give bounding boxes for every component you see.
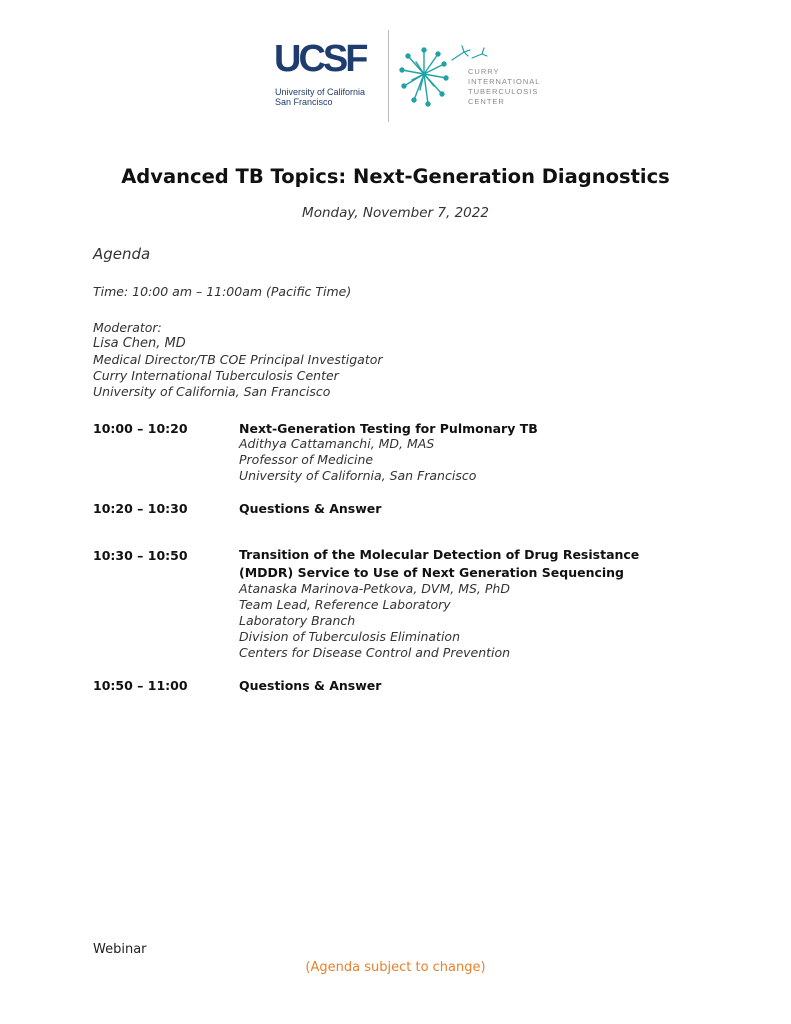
- event-date: Monday, November 7, 2022: [302, 205, 489, 221]
- moderator-institution: University of California, San Francisco: [93, 384, 331, 399]
- logo-divider: [388, 30, 389, 122]
- ucsf-logo-line2: San Francisco: [275, 97, 333, 107]
- slot-time: 10:20 – 10:30: [93, 501, 188, 516]
- curry-logo-line: CENTER: [468, 97, 505, 106]
- curry-logo-line: INTERNATIONAL: [468, 77, 541, 86]
- footer-label: Webinar: [93, 942, 147, 957]
- slot-title: [239, 546, 639, 582]
- event-time: Time: 10:00 am – 11:00am (Pacific Time): [93, 284, 352, 299]
- slot-time: 10:30 – 10:50: [93, 548, 188, 563]
- speaker-affiliation: Division of Tuberculosis Elimination: [239, 629, 460, 644]
- page-title: Advanced TB Topics: Next-Generation Diagnostics: [121, 165, 670, 188]
- speaker-affiliation: Laboratory Branch: [239, 613, 356, 628]
- agenda-change-note: (Agenda subject to change): [305, 960, 486, 975]
- speaker-name: Atanaska Marinova-Petkova, DVM, MS, PhD: [239, 581, 510, 596]
- ucsf-logo-line1: University of California: [275, 87, 366, 97]
- slot-title-line: (MDDR) Service to Use of Next Generation Sequencing: [239, 565, 625, 580]
- slot-details: [239, 436, 476, 484]
- moderator-organization: Curry International Tuberculosis Center: [93, 368, 339, 383]
- moderator-label: Moderator:: [93, 320, 162, 335]
- slot-title: Questions & Answer: [239, 678, 382, 693]
- speaker-affiliation: Centers for Disease Control and Prevention: [239, 645, 511, 660]
- speaker-title: Team Lead, Reference Laboratory: [239, 597, 451, 612]
- speaker-name: Adithya Cattamanchi, MD, MAS: [239, 436, 435, 451]
- curry-logo-text: [468, 67, 540, 107]
- slot-time: 10:00 – 10:20: [93, 421, 188, 436]
- curry-logo-line: CURRY: [468, 67, 500, 76]
- slot-title: Next-Generation Testing for Pulmonary TB: [239, 421, 538, 436]
- agenda-heading: Agenda: [93, 245, 151, 263]
- slot-time: 10:50 – 11:00: [93, 678, 188, 693]
- curry-logo-line: TUBERCULOSIS: [468, 87, 539, 96]
- slot-title-line: Transition of the Molecular Detection of Drug Resistance: [239, 547, 640, 562]
- moderator-role: Medical Director/TB COE Principal Investigator: [93, 352, 383, 367]
- moderator-name: Lisa Chen, MD: [93, 336, 186, 351]
- slot-details: [239, 581, 510, 661]
- moderator-block: [93, 320, 383, 400]
- speaker-affiliation: University of California, San Francisco: [239, 468, 477, 483]
- speaker-title: Professor of Medicine: [239, 452, 374, 467]
- slot-title: Questions & Answer: [239, 501, 382, 516]
- ucsf-logo-wordmark: UCSF: [274, 38, 366, 80]
